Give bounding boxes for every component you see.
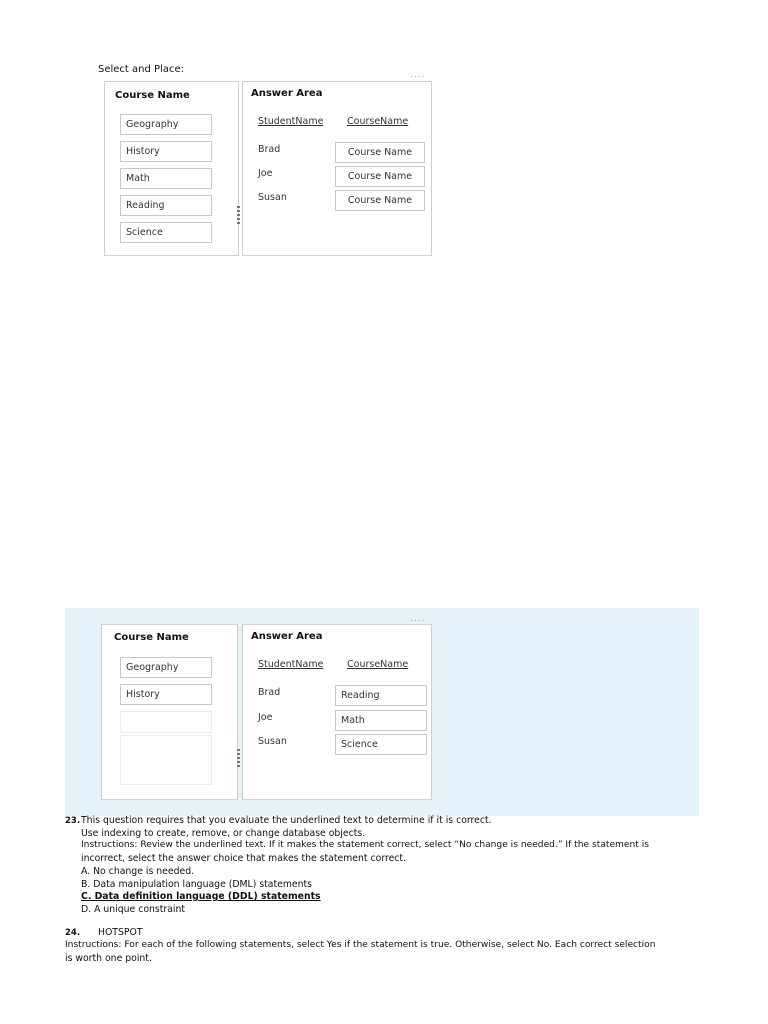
q23-number: 23. — [65, 816, 81, 826]
q24-instructions-line1: Instructions: For each of the following statements, select Yes if the statement is true. Otherwise, select No. Each correct selection — [65, 940, 656, 950]
more-dots-icon: .... — [410, 614, 426, 624]
course-item-geography[interactable]: Geography — [120, 114, 212, 135]
answer-slot-joe[interactable]: Math — [335, 710, 427, 731]
select-and-place-label: Select and Place: — [98, 64, 184, 75]
student-brad: Brad — [258, 687, 281, 698]
q23-option-c-correct: C. Data definition language (DDL) statements — [81, 891, 321, 902]
course-name-header: CourseName — [347, 116, 409, 127]
course-name-panel — [101, 624, 238, 800]
answer-area-panel — [242, 624, 432, 800]
answer-slot-susan[interactable]: Course Name — [335, 190, 425, 211]
student-brad: Brad — [258, 144, 281, 155]
more-dots-icon: .... — [410, 70, 426, 80]
q23-instructions-line1: Instructions: Review the underlined text. If it makes the statement correct, select “No change is needed.” If the statement is — [81, 840, 649, 850]
answer-slot-joe[interactable]: Course Name — [335, 166, 425, 187]
course-item-science[interactable]: Science — [120, 222, 212, 243]
course-name-header: CourseName — [347, 659, 409, 670]
answer-slot-susan[interactable]: Science — [335, 734, 427, 755]
q23-text: This question requires that you evaluate the underlined text to determine if it is correct. — [81, 815, 492, 826]
answer-slot-brad[interactable]: Reading — [335, 685, 427, 706]
course-name-title: Course Name — [114, 632, 189, 643]
student-joe: Joe — [258, 168, 273, 179]
student-name-header: StudentName — [258, 659, 324, 670]
answer-area-panel — [242, 81, 432, 256]
q23-instructions-line2: incorrect, select the answer choice that makes the statement correct. — [81, 853, 407, 864]
q23-option-d: D. A unique constraint — [81, 904, 186, 915]
answer-area-title: Answer Area — [251, 631, 323, 642]
student-susan: Susan — [258, 736, 287, 747]
course-item-reading[interactable]: Reading — [120, 195, 212, 216]
course-item-math[interactable]: Math — [120, 168, 212, 189]
course-item-geography[interactable]: Geography — [120, 657, 212, 678]
course-name-panel — [104, 81, 239, 256]
q24-number: 24. — [65, 928, 81, 938]
resize-grip-icon[interactable] — [237, 206, 240, 226]
answer-slot-brad[interactable]: Course Name — [335, 142, 425, 163]
q23-option-a: A. No change is needed. — [81, 866, 195, 877]
answer-area-title: Answer Area — [251, 88, 323, 99]
student-susan: Susan — [258, 192, 287, 203]
course-name-title: Course Name — [115, 90, 190, 101]
empty-course-slot — [120, 711, 212, 733]
q23-statement: Use indexing to create, remove, or change database objects. — [81, 828, 366, 839]
student-name-header: StudentName — [258, 116, 324, 127]
course-item-history[interactable]: History — [120, 141, 212, 162]
resize-grip-icon[interactable] — [237, 749, 240, 769]
student-joe: Joe — [258, 712, 273, 723]
q24-type: HOTSPOT — [98, 927, 143, 938]
q24-instructions-line2: is worth one point. — [65, 953, 152, 964]
course-item-history[interactable]: History — [120, 684, 212, 705]
q23-option-b: B. Data manipulation language (DML) statements — [81, 879, 313, 890]
empty-course-slot — [120, 735, 212, 785]
